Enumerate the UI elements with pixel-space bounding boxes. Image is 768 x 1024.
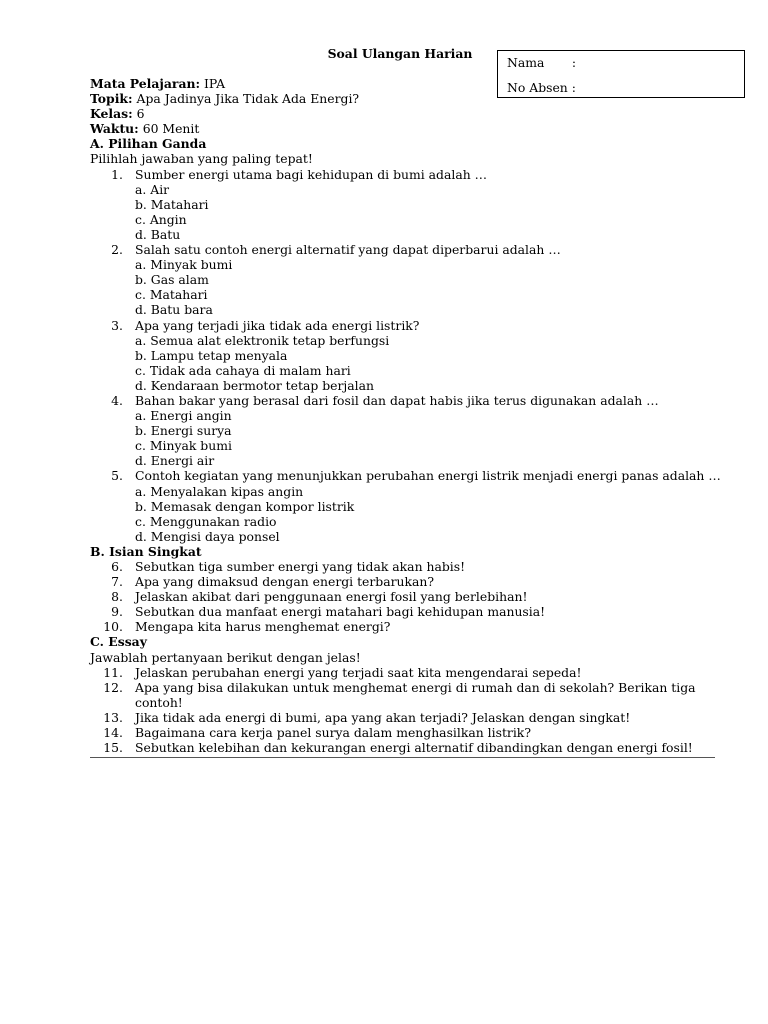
answer-option: b. Matahari [135, 196, 209, 212]
exam-content [90, 76, 721, 756]
answer-option: b. Energi surya [135, 423, 232, 439]
question-item [90, 242, 715, 257]
question-item [90, 318, 715, 333]
answer-option: c. Matahari [135, 287, 208, 303]
question-text: Sebutkan tiga sumber energi yang tidak akan habis! [135, 559, 466, 574]
question-item [90, 393, 715, 408]
mapel-line [90, 76, 715, 91]
answer-option: a. Menyalakan kipas angin [135, 483, 304, 499]
section-a-instruction: Pilihlah jawaban yang paling tepat! [90, 151, 313, 167]
question-text: Sebutkan kelebihan dan kekurangan energi alternatif dibandingkan dengan energi fosil! [135, 740, 693, 756]
no-absen-field-label: No Absen : [507, 80, 576, 95]
question-number: 11. [103, 664, 123, 680]
kelas-value: 6 [132, 106, 145, 122]
answer-option: a. Air [135, 181, 170, 197]
question-number: 6. [111, 559, 123, 574]
question-number: 13. [103, 709, 123, 725]
question-number: 9. [111, 604, 123, 620]
question-number: 5. [111, 468, 123, 484]
topik-value: Apa Jadinya Jika Tidak Ada Energi? [132, 91, 360, 107]
topik-line [90, 91, 715, 106]
answer-option: c. Angin [135, 211, 187, 227]
answer-option: a. Energi angin [135, 408, 232, 424]
question-text: Apa yang bisa dilakukan untuk menghemat energi di rumah dan di sekolah? Berikan tiga contoh! [135, 679, 696, 710]
question-item [90, 740, 715, 755]
question-item [90, 604, 715, 619]
answer-option: a. Minyak bumi [135, 257, 233, 273]
answer-option: b. Lampu tetap menyala [135, 347, 288, 363]
kelas-line [90, 106, 715, 121]
question-item [90, 468, 721, 484]
question-item [90, 710, 715, 725]
question-text: Jelaskan perubahan energi yang terjadi saat kita mengendarai sepeda! [135, 664, 582, 680]
question-number: 8. [111, 589, 123, 605]
question-text: Sumber energi utama bagi kehidupan di bumi adalah … [135, 166, 488, 182]
question-number: 12. [103, 679, 123, 695]
question-text: Apa yang dimaksud dengan energi terbarukan? [135, 574, 435, 590]
answer-option: c. Menggunakan radio [135, 513, 277, 529]
question-number: 14. [103, 725, 123, 741]
waktu-label: Waktu: [90, 121, 139, 137]
question-text: Mengapa kita harus menghemat energi? [135, 619, 391, 635]
question-text: Bagaimana cara kerja panel surya dalam menghasilkan listrik? [135, 725, 531, 741]
question-number: 10. [103, 619, 123, 635]
question-item [90, 589, 715, 604]
question-text: Salah satu contoh energi alternatif yang dapat diperbarui adalah … [135, 242, 561, 258]
question-item [90, 574, 715, 589]
answer-option: d. Energi air [135, 453, 215, 469]
topik-label: Topik: [90, 91, 133, 107]
question-text: Sebutkan dua manfaat energi matahari bagi kehidupan manusia! [135, 604, 546, 620]
question-number: 7. [111, 574, 123, 590]
question-number: 4. [111, 392, 123, 408]
answer-option: b. Memasak dengan kompor listrik [135, 498, 355, 514]
section-a-heading: A. Pilihan Ganda [90, 136, 207, 152]
question-item [90, 665, 715, 680]
question-text: Contoh kegiatan yang menunjukkan perubahan energi listrik menjadi energi panas adalah … [135, 468, 721, 484]
question-item [90, 725, 715, 740]
answer-option: b. Gas alam [135, 272, 209, 288]
question-text: Bahan bakar yang berasal dari fosil dan dapat habis jika terus digunakan adalah … [135, 392, 659, 408]
bottom-rule [90, 757, 715, 758]
question-number: 3. [111, 317, 123, 333]
answer-option: d. Kendaraan bermotor tetap berjalan [135, 377, 374, 393]
waktu-value: 60 Menit [138, 121, 200, 137]
section-c-instruction: Jawablah pertanyaan berikut dengan jelas! [90, 649, 361, 665]
question-text: Jika tidak ada energi di bumi, apa yang akan terjadi? Jelaskan dengan singkat! [135, 709, 631, 725]
answer-option: c. Tidak ada cahaya di malam hari [135, 362, 351, 378]
answer-option: c. Minyak bumi [135, 438, 232, 454]
question-item [90, 167, 715, 182]
waktu-line [90, 121, 715, 136]
question-text: Jelaskan akibat dari penggunaan energi fosil yang berlebihan! [135, 589, 528, 605]
question-text: Apa yang terjadi jika tidak ada energi listrik? [135, 317, 420, 333]
answer-option: d. Mengisi daya ponsel [135, 528, 280, 544]
question-item [90, 680, 715, 710]
question-item [90, 619, 715, 634]
answer-option: a. Semua alat elektronik tetap berfungsi [135, 332, 390, 348]
mapel-label: Mata Pelajaran: [90, 76, 201, 91]
mapel-value: IPA [200, 76, 226, 91]
question-number: 1. [111, 166, 123, 182]
nama-field-label: Nama : [507, 55, 577, 70]
answer-option: d. Batu bara [135, 302, 213, 318]
question-number: 15. [103, 740, 123, 756]
section-b-heading: B. Isian Singkat [90, 543, 202, 559]
kelas-label: Kelas: [90, 106, 133, 122]
section-c-heading: C. Essay [90, 634, 147, 650]
page-title: Soal Ulangan Harian [327, 46, 473, 61]
answer-option: d. Batu [135, 226, 181, 242]
question-item [90, 559, 715, 574]
question-number: 2. [111, 242, 123, 258]
